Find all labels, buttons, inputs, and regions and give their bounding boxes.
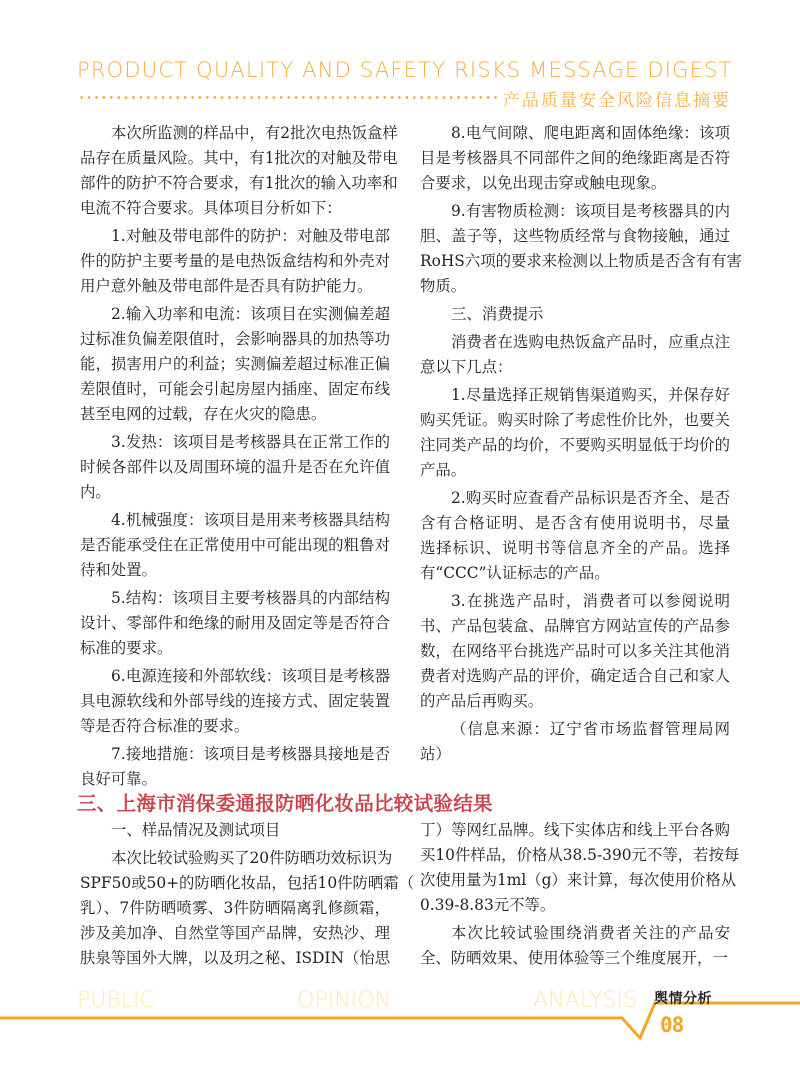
text-line: 消费者在选购电热饭盒产品时，应重点注 xyxy=(451,333,730,351)
text-line: 具电源软线和外部导线的连接方式、固定装置 xyxy=(80,692,390,710)
text-line: 7.接地措施：该项目是考核器具接地是否 xyxy=(111,745,390,763)
text-line: 内。 xyxy=(80,483,111,501)
text-line: 标准的要求。 xyxy=(80,639,173,657)
paragraph xyxy=(80,302,390,427)
paragraph xyxy=(420,330,730,380)
paragraph xyxy=(420,302,730,327)
text-line: 物质。 xyxy=(420,277,467,295)
text-line: SPF50或50+的防晒化妆品，包括10件防晒霜（ xyxy=(80,874,415,892)
text-line: 意以下几点： xyxy=(420,358,513,376)
paragraph xyxy=(80,508,390,583)
text-line: 等是否符合标准的要求。 xyxy=(80,717,250,735)
paragraph xyxy=(80,121,398,221)
text-line: 部件的防护不符合要求，有1批次的输入功率和 xyxy=(80,174,398,192)
text-line: 书、产品包装盒、品牌官方网站宣传的产品参 xyxy=(420,617,730,635)
paragraph xyxy=(420,199,742,299)
text-line: 本次比较试验购买了20件防晒功效标识为 xyxy=(111,849,393,867)
top-left-column xyxy=(80,121,398,795)
header-dotted-divider xyxy=(78,96,500,99)
text-line: 站） xyxy=(420,745,451,763)
text-line: 3.在挑选产品时，消费者可以参阅说明 xyxy=(451,592,730,610)
text-line: 注同类产品的均价，不要购买明显低于均价的 xyxy=(420,436,730,454)
paragraph xyxy=(80,664,390,739)
text-line: 电流不符合要求。具体项目分析如下： xyxy=(80,199,342,217)
paragraph xyxy=(80,742,390,792)
header-title-cn: 产品质量安全风险信息摘要 xyxy=(503,91,729,111)
paragraph xyxy=(420,921,730,971)
paragraph xyxy=(420,486,730,586)
paragraph xyxy=(80,586,390,661)
section-title: 三、上海市消保委通报防晒化妆品比较试验结果 xyxy=(77,792,493,815)
text-line: 丁）等网红品牌。线下实体店和线上平台各购 xyxy=(420,821,730,839)
text-line: 一、样品情况及测试项目 xyxy=(111,821,281,839)
text-line: 本次所监测的样品中，有2批次电热饭盒样 xyxy=(111,124,398,142)
text-line: 9.有害物质检测：该项目是考核器具的内 xyxy=(451,202,730,220)
paragraph xyxy=(420,717,730,767)
text-line: 购买凭证。购买时除了考虑性价比外，也要关 xyxy=(420,411,730,429)
text-line: 全、防晒效果、使用体验等三个维度展开，一 xyxy=(420,949,728,967)
text-line: 含有合格证明、是否含有使用说明书，尽量 xyxy=(420,514,730,532)
text-line: 时候各部件以及周围环境的温升是否在允许值 xyxy=(80,458,390,476)
text-line: 买10件样品，价格从38.5-390元不等，若按每 xyxy=(420,846,740,864)
paragraph xyxy=(80,224,390,299)
text-line: 胆、盖子等，这些物质经常与食物接触，通过 xyxy=(420,227,730,245)
paragraph xyxy=(80,818,390,843)
text-line: 1.对触及带电部件的防护：对触及带电部 xyxy=(111,227,390,245)
bottom-left-column xyxy=(80,818,415,974)
text-line: 品存在质量风险。其中，有1批次的对触及带电 xyxy=(80,149,398,167)
text-line: 目是考核器具不同部件之间的绝缘距离是否符 xyxy=(420,149,730,167)
text-line: 3.发热：该项目是考核器具在正常工作的 xyxy=(111,433,390,451)
text-line: 良好可靠。 xyxy=(80,770,157,788)
header-title-en: PRODUCT QUALITY AND SAFETY RISKS MESSAGE DIGEST xyxy=(77,58,733,82)
text-line: 费者对选购产品的评价，确定适合自己和家人 xyxy=(420,667,730,685)
footer-title-en: PUBLIC OPINION ANALYSIS xyxy=(77,988,637,1013)
text-line: RoHS六项的要求来检测以上物质是否含有有害 xyxy=(420,252,742,270)
text-line: 2.购买时应查看产品标识是否齐全、是否 xyxy=(451,489,730,507)
text-line: （信息来源：辽宁省市场监督管理局网 xyxy=(451,720,730,738)
text-line: 2.输入功率和电流：该项目在实测偏差超 xyxy=(111,305,390,323)
text-line: 是否能承受住在正常使用中可能出现的粗鲁对 xyxy=(80,536,390,554)
text-line: 甚至电网的过载，存在火灾的隐患。 xyxy=(80,405,327,423)
text-line: 1.尽量选择正规销售渠道购买，并保存好 xyxy=(451,386,730,404)
text-line: 肤泉等国外大牌，以及玥之秘、ISDIN（怡思 xyxy=(80,949,391,967)
text-line: 的产品后再购买。 xyxy=(420,692,544,710)
text-line: 用户意外触及带电部件是否具有防护能力。 xyxy=(80,277,373,295)
text-line: 涉及美加净、自然堂等国产品牌，安热沙、理 xyxy=(80,924,390,942)
text-line: 差限值时，可能会引起房屋内插座、固定布线 xyxy=(80,380,390,398)
paragraph xyxy=(80,846,415,971)
page-number: 08 xyxy=(660,1013,684,1037)
text-line: 待和处置。 xyxy=(80,561,157,579)
text-line: 8.电气间隙、爬电距离和固体绝缘：该项 xyxy=(451,124,730,142)
text-line: 选择标识、说明书等信息齐全的产品。选择 xyxy=(420,539,730,557)
footer-column-name: 舆情分析 xyxy=(654,991,712,1007)
text-line: 5.结构：该项目主要考核器具的内部结构 xyxy=(111,589,390,607)
text-line: 6.电源连接和外部软线：该项目是考核器 xyxy=(111,667,390,685)
text-line: 合要求，以免出现击穿或触电现象。 xyxy=(420,174,667,192)
paragraph xyxy=(420,589,730,714)
text-line: 有“CCC”认证标志的产品。 xyxy=(420,564,610,582)
bottom-right-column xyxy=(420,818,740,974)
text-line: 产品。 xyxy=(420,461,467,479)
paragraph xyxy=(420,818,740,918)
text-line: 乳）、7件防晒喷雾、3件防晒隔离乳修颜霜， xyxy=(80,899,390,917)
text-line: 件的防护主要考量的是电热饭盒结构和外壳对 xyxy=(80,252,390,270)
text-line: 次使用量为1ml（g）来计算，每次使用价格从 xyxy=(420,871,737,889)
text-line: 数，在网络平台挑选产品时可以多关注其他消 xyxy=(420,642,730,660)
text-line: 本次比较试验围绕消费者关注的产品安 xyxy=(451,924,730,942)
text-line: 4.机械强度：该项目是用来考核器具结构 xyxy=(111,511,390,529)
text-line: 过标准负偏差限值时，会影响器具的加热等功 xyxy=(80,330,390,348)
text-line: 设计、零部件和绝缘的耐用及固定等是否符合 xyxy=(80,614,390,632)
text-line: 能，损害用户的利益；实测偏差超过标准正偏 xyxy=(80,355,390,373)
paragraph xyxy=(420,121,730,196)
paragraph xyxy=(420,383,730,483)
text-line: 0.39-8.83元不等。 xyxy=(420,896,556,914)
top-right-column xyxy=(420,121,742,770)
paragraph xyxy=(80,430,390,505)
text-line: 三、消费提示 xyxy=(451,305,544,323)
